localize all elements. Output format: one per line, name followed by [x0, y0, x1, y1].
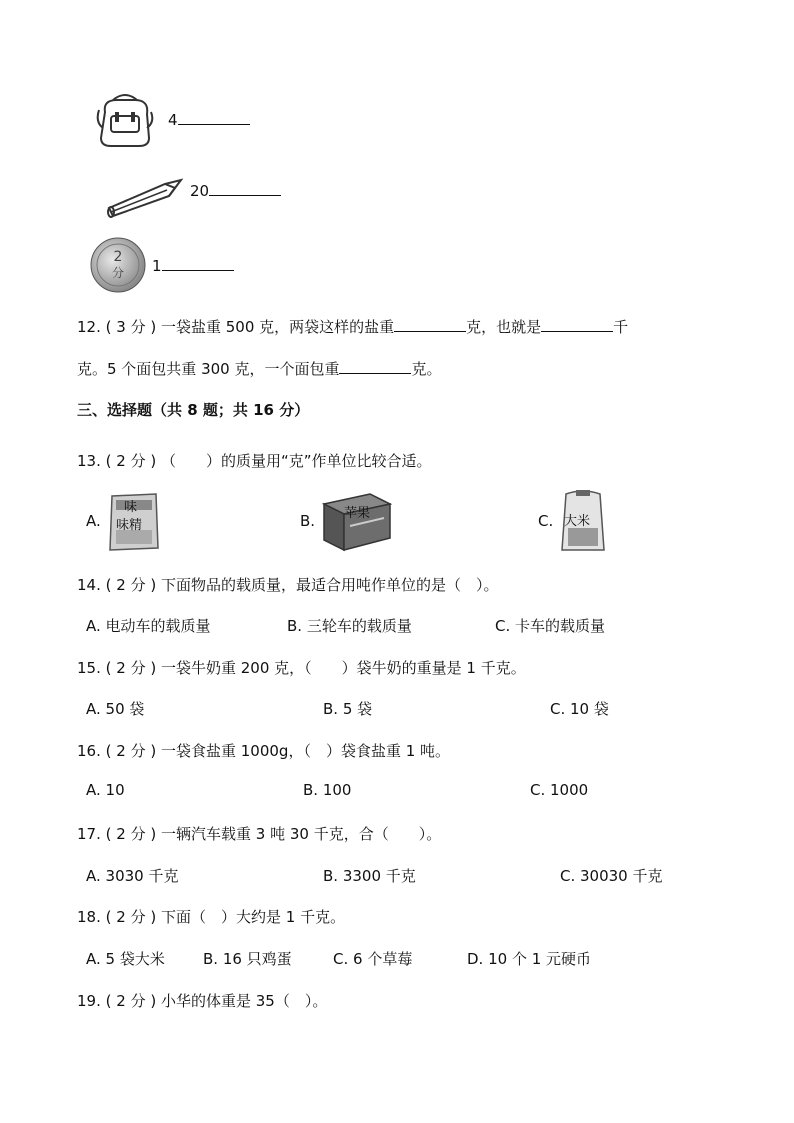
option-a[interactable]: A. 电动车的载质量 — [86, 617, 211, 635]
q11-backpack-value: 4 — [168, 111, 178, 129]
question-text: 克，也就是 — [466, 318, 542, 336]
question-text: 千 — [613, 318, 629, 336]
question-score: ( 2 分 ) — [105, 992, 157, 1010]
question-score: ( 2 分 ) — [105, 452, 157, 470]
option-d[interactable]: D. 10 个 1 元硬币 — [467, 950, 592, 968]
apple-label: 苹果 — [344, 506, 371, 521]
answer-blank[interactable] — [162, 256, 234, 271]
option-a[interactable]: A. 50 袋 — [86, 700, 145, 718]
question-number: 17. — [77, 825, 101, 843]
question-number: 15. — [77, 659, 101, 677]
option-b[interactable]: B. 三轮车的载质量 — [287, 617, 412, 635]
question-text: 下面（ ）大约是 1 千克。 — [160, 908, 346, 926]
option-c[interactable]: C. 1000 — [530, 781, 589, 799]
question-19 — [77, 990, 327, 1011]
q11-pencil-value: 20 — [190, 182, 210, 200]
question-score: ( 2 分 ) — [105, 576, 157, 594]
question-number: 13. — [77, 452, 101, 470]
q11-item-backpack — [168, 110, 250, 129]
msg-bag-image[interactable] — [108, 490, 160, 552]
question-12 — [77, 316, 628, 337]
q11-item-pencil — [190, 181, 281, 200]
apple-box-image[interactable] — [320, 490, 392, 552]
question-17 — [77, 823, 441, 844]
answer-blank[interactable] — [178, 110, 250, 125]
option-a[interactable]: A. 3030 千克 — [86, 867, 179, 885]
answer-blank[interactable] — [541, 317, 613, 332]
question-text: 小华的体重是 35（ ）。 — [160, 992, 328, 1010]
question-15 — [77, 657, 526, 678]
question-number: 19. — [77, 992, 101, 1010]
question-text: 一袋牛奶重 200 克，（ ）袋牛奶的重量是 1 千克。 — [160, 659, 526, 677]
question-16 — [77, 740, 450, 761]
rice-label: 大米 — [564, 514, 591, 529]
question-number: 18. — [77, 908, 101, 926]
question-score: ( 2 分 ) — [105, 825, 157, 843]
option-b[interactable]: B. 3300 千克 — [323, 867, 416, 885]
question-text: 一辆汽车载重 3 吨 30 千克，合（ ）。 — [160, 825, 442, 843]
msg-label: 味精 — [116, 518, 143, 533]
q11-coin-value: 1 — [152, 257, 162, 275]
question-number: 12. — [77, 318, 101, 336]
question-text: 克。5 个面包共重 300 克，一个面包重 — [77, 360, 340, 378]
answer-blank[interactable] — [339, 359, 411, 374]
section-title: 三、选择题（共 8 题；共 16 分） — [77, 401, 310, 419]
answer-blank[interactable] — [394, 317, 466, 332]
option-b[interactable]: B. 5 袋 — [323, 700, 373, 718]
question-18 — [77, 906, 345, 927]
question-12-line2 — [77, 358, 442, 379]
question-14 — [77, 574, 499, 595]
msg-top-label: 味 — [124, 500, 138, 515]
option-a[interactable]: A. 5 袋大米 — [86, 950, 165, 968]
rice-bag-image[interactable] — [560, 488, 606, 554]
question-score: ( 2 分 ) — [105, 908, 157, 926]
question-text: 下面物品的载质量，最适合用吨作单位的是（ ）。 — [160, 576, 499, 594]
option-a[interactable]: A. 10 — [86, 781, 125, 799]
svg-text:2: 2 — [113, 249, 123, 265]
question-number: 14. — [77, 576, 101, 594]
question-text: 一袋盐重 500 克，两袋这样的盐重 — [160, 318, 395, 336]
coin-icon — [90, 237, 146, 293]
question-text: （ ）的质量用“克”作单位比较合适。 — [160, 452, 432, 470]
option-c[interactable]: C. 卡车的载质量 — [495, 617, 606, 635]
question-13 — [77, 450, 432, 471]
question-score: ( 2 分 ) — [105, 659, 157, 677]
question-text: 一袋食盐重 1000g，（ ）袋食盐重 1 吨。 — [160, 742, 451, 760]
option-b[interactable]: B. 16 只鸡蛋 — [203, 950, 292, 968]
option-c[interactable]: C. 6 个草莓 — [333, 950, 413, 968]
svg-text:分: 分 — [111, 266, 125, 280]
option-c-letter[interactable]: C. — [538, 512, 554, 530]
pencil-icon — [103, 178, 183, 218]
answer-blank[interactable] — [209, 181, 281, 196]
option-c[interactable]: C. 10 袋 — [550, 700, 609, 718]
backpack-icon — [95, 92, 155, 148]
option-a-letter[interactable]: A. — [86, 512, 101, 530]
question-score: ( 2 分 ) — [105, 742, 157, 760]
option-c[interactable]: C. 30030 千克 — [560, 867, 663, 885]
q11-item-coin — [152, 256, 234, 275]
question-text: 克。 — [411, 360, 442, 378]
option-b-letter[interactable]: B. — [300, 512, 316, 530]
question-number: 16. — [77, 742, 101, 760]
option-b[interactable]: B. 100 — [303, 781, 352, 799]
question-score: ( 3 分 ) — [105, 318, 157, 336]
